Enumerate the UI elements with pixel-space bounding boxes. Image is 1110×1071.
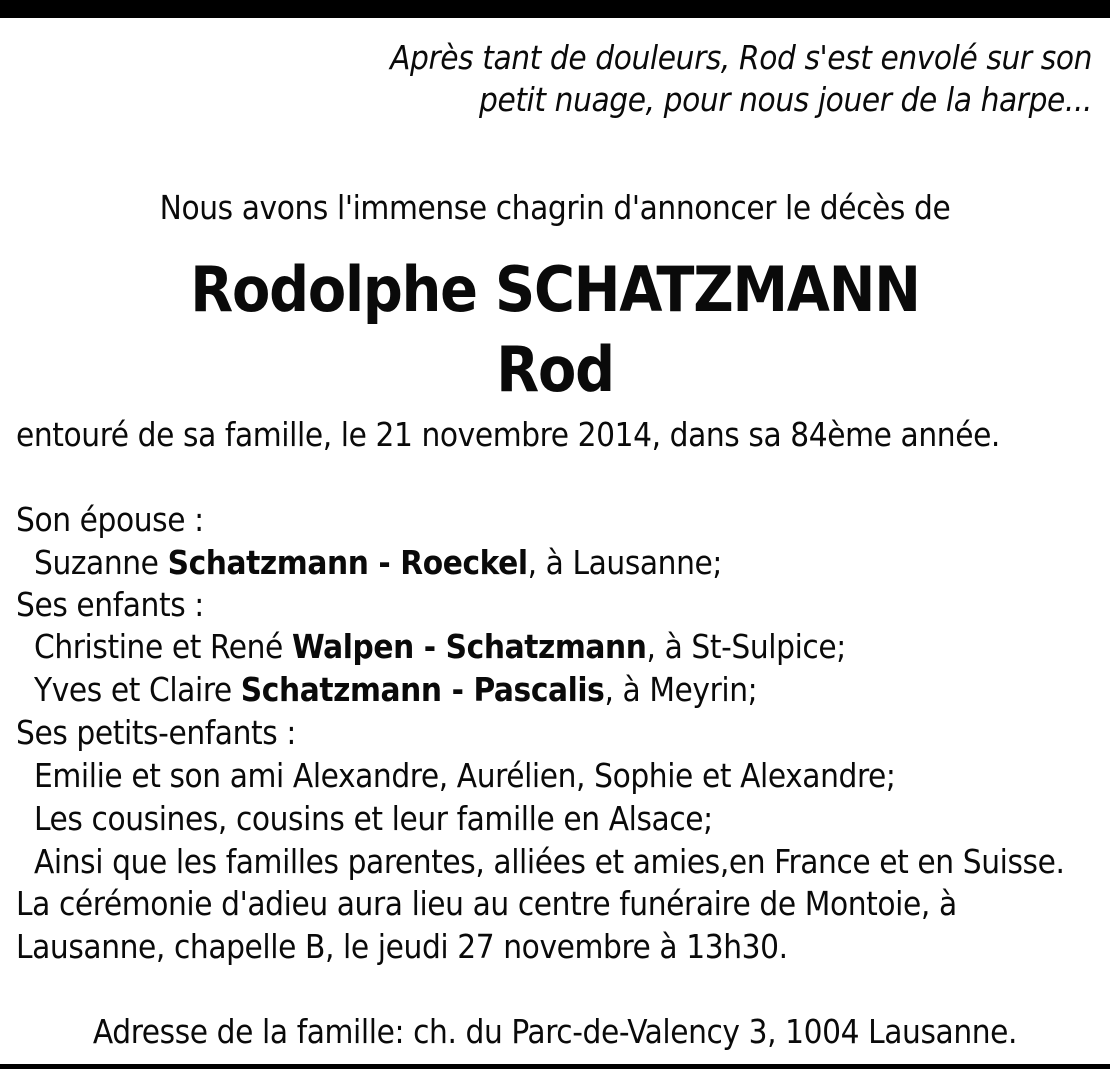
bottom-border-rule (0, 1064, 1110, 1069)
spouse-location: , à Lausanne; (527, 543, 723, 582)
ceremony-line-2: Lausanne, chapelle B, le jeudi 27 novembre à 13h30. (16, 927, 788, 966)
spouse-heading: Son épouse : (16, 500, 204, 539)
grandchildren-list: Emilie et son ami Alexandre, Aurélien, Sophie et Alexandre; (34, 756, 896, 795)
deceased-full-name: Rodolphe SCHATZMANN (190, 253, 920, 326)
children-heading: Ses enfants : (16, 585, 204, 624)
top-border-rule (0, 0, 1110, 18)
grandchildren-heading: Ses petits-enfants : (16, 713, 296, 752)
spouse-first-name: Suzanne (34, 543, 168, 582)
child-surname: Schatzmann - Pascalis (240, 670, 605, 709)
child-first-names: Christine et René (34, 627, 292, 666)
ceremony-line-1: La cérémonie d'adieu aura lieu au centre funéraire de Montoie, à (16, 884, 957, 923)
spouse-surname: Schatzmann - Roeckel (167, 543, 528, 582)
child-location: , à St-Sulpice; (646, 627, 846, 666)
child-first-names: Yves et Claire (34, 670, 241, 709)
announcement-text: Nous avons l'immense chagrin d'annoncer le décès de (159, 188, 951, 227)
child-entry (34, 627, 846, 667)
deceased-nickname: Rod (496, 333, 614, 406)
family-address: Adresse de la famille: ch. du Parc-de-Valency 3, 1004 Lausanne. (92, 1012, 1018, 1051)
child-entry (34, 670, 757, 710)
relatives-line: Ainsi que les familles parentes, alliées et amies,en France et en Suisse. (34, 842, 1065, 881)
child-location: , à Meyrin; (604, 670, 758, 709)
epitaph-line-2: petit nuage, pour nous jouer de la harpe... (479, 80, 1092, 119)
child-surname: Walpen - Schatzmann (291, 627, 647, 666)
cousins-line: Les cousines, cousins et leur famille en Alsace; (34, 799, 713, 838)
epitaph-line-1: Après tant de douleurs, Rod s'est envolé sur son (390, 38, 1092, 77)
spouse-entry (34, 543, 722, 583)
death-statement: entouré de sa famille, le 21 novembre 2014, dans sa 84ème année. (16, 415, 1000, 454)
